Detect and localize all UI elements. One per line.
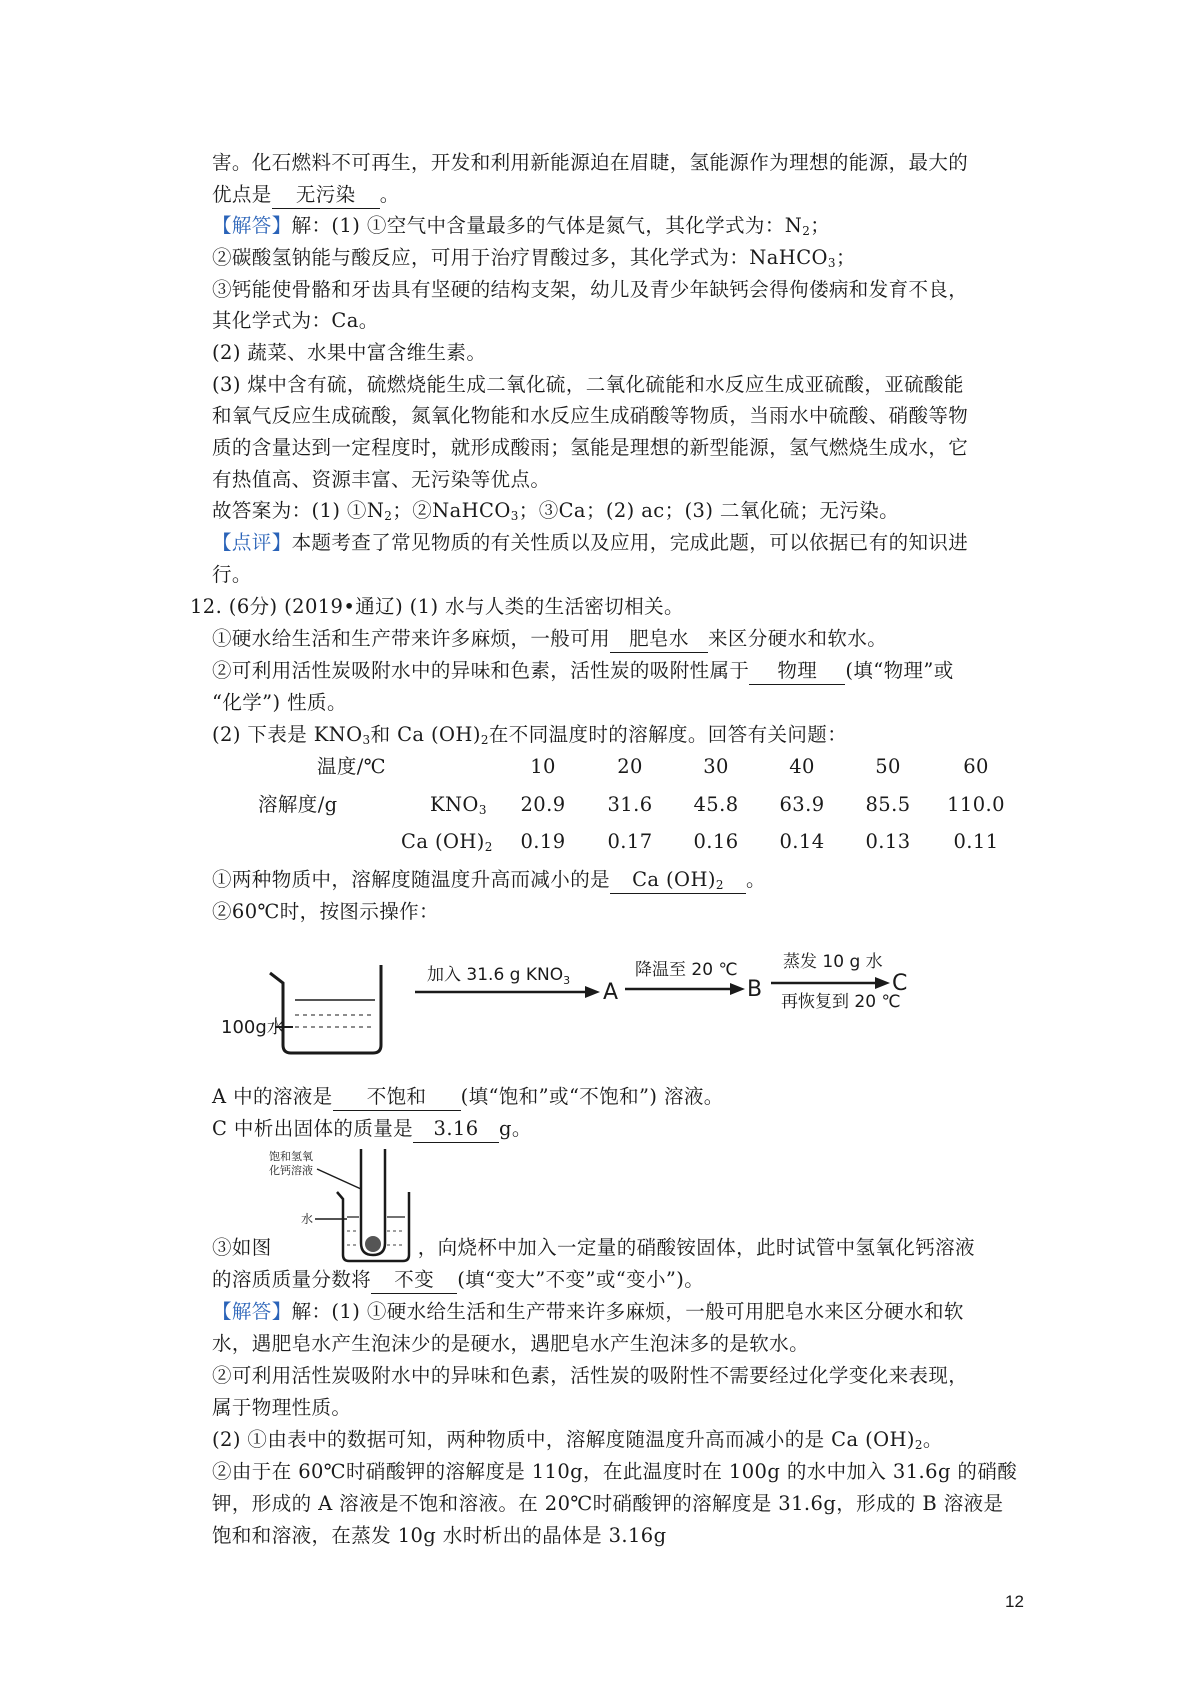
q12-answer-line-6: ②由于在 60℃时硝酸钾的溶解度是 110g，在此温度时在 100g 的水中加入 31.6g 的硝酸 — [212, 1460, 1018, 1483]
table-cell: 50 — [875, 755, 901, 778]
table-cell: 31.6 — [607, 793, 653, 816]
table-cell: 20 — [617, 755, 643, 778]
arrow-head — [875, 977, 890, 989]
step-3-top-label: 蒸发 10 g 水 — [783, 952, 883, 972]
q12-sub-7: ③如图 ，向烧杯中加入一定量的硝酸铵固体，此时试管中氢氧化钙溶液 — [212, 1236, 975, 1259]
answer-blank: 不变 — [371, 1267, 457, 1294]
q12-sub-2: ②可利用活性炭吸附水中的异味和色素，活性炭的吸附性属于 物理 (填“物理”或 — [212, 656, 954, 686]
prev-review-line-2: 行。 — [212, 563, 252, 586]
q12-answer-line-4: 属于物理性质。 — [212, 1396, 352, 1419]
q12-sub-3: ①两种物质中，溶解度随温度升高而减小的是 Ca $(OH)_2$ 。 — [212, 868, 766, 892]
prev-answer-line-6: (3) 煤中含有硫，硫燃烧能生成二氧化硫，二氧化硫能和水反应生成亚硫酸，亚硫酸能 — [212, 373, 964, 396]
table-cell: 0.19 — [520, 830, 566, 853]
q12-answer-line-2: 水，遇肥皂水产生泡沫少的是硬水，遇肥皂水产生泡沫多的是软水。 — [212, 1332, 810, 1355]
q12-sub-8: 的溶质质量分数将 不变 (填“变大”不变”或“变小”)。 — [212, 1265, 704, 1295]
prev-review-line-1: 【点评】本题考查了常见物质的有关性质以及应用，完成此题，可以依据已有的知识进 — [212, 531, 969, 554]
water-amount-label: 100g水 — [221, 1017, 285, 1038]
prev-answer-line-2: ②碳酸氢钠能与酸反应，可用于治疗胃酸过多，其化学式为：NaHCO$_3$； — [212, 246, 856, 270]
answer-tag: 【解答】 — [212, 1300, 292, 1323]
answer-blank: 物理 — [749, 658, 845, 685]
table-cell: 40 — [789, 755, 815, 778]
solution-c-label: C — [892, 971, 908, 996]
caoh2-label: Ca $(OH)_2$ — [401, 830, 493, 854]
solution-a-label: A — [603, 980, 619, 1005]
solubility-label: 溶解度/g — [258, 793, 338, 816]
question-12-header: 12. (6分) (2019•通辽) (1) 水与人类的生活密切相关。 — [190, 595, 684, 618]
q12-answer-line-8: 饱和和溶液，在蒸发 10g 水时析出的晶体是 3.16g — [212, 1524, 667, 1547]
table-cell: 110.0 — [947, 793, 1005, 816]
answer-blank: 肥皂水 — [610, 626, 708, 653]
beaker-outline — [270, 965, 381, 1053]
prev-answer-line-7: 和氧气反应生成硫酸，氮氧化物能和水反应生成硝酸等物质，当雨水中硫酸、硝酸等物 — [212, 404, 969, 427]
table-cell: 0.14 — [779, 830, 825, 853]
answer-blank: 无污染 — [272, 182, 380, 209]
water-label: 水 — [301, 1212, 314, 1226]
arrow-head — [585, 986, 600, 998]
answer-tag: 【解答】 — [212, 214, 292, 237]
leader-line — [317, 1169, 361, 1189]
table-cell: 0.16 — [693, 830, 739, 853]
table-cell: 85.5 — [865, 793, 911, 816]
review-tag: 【点评】 — [212, 531, 292, 554]
answer-blank: 不饱和 — [333, 1084, 461, 1111]
q12-answer-line-7: 钾，形成的 A 溶液是不饱和溶液。在 20℃时硝酸钾的溶解度是 31.6g，形成的 B 溶液是 — [212, 1492, 1004, 1515]
saturated-solution-label: 化钙溶液 — [269, 1164, 313, 1177]
prev-answer-line-1: 【解答】解：(1) ①空气中含量最多的气体是氮气，其化学式为：$N_2$； — [212, 214, 831, 238]
q12-sub-4: ②60℃时，按图示操作： — [212, 900, 439, 923]
q12-answer-line-5: (2) ①由表中的数据可知，两种物质中，溶解度随温度升高而减小的是 Ca $(OH)_2$。 — [212, 1428, 943, 1452]
table-cell: 60 — [963, 755, 989, 778]
temperature-label: 温度/℃ — [317, 755, 386, 778]
q12-part-2-intro: (2) 下表是 $KNO_3$和 Ca $(OH)_2$在不同温度时的溶解度。回答有关问题： — [212, 723, 848, 747]
table-cell: 10 — [530, 755, 556, 778]
table-cell: 0.17 — [607, 830, 653, 853]
prev-answer-line-4: 其化学式为：Ca。 — [212, 309, 379, 332]
prev-question-line-2: 优点是 无污染 。 — [212, 180, 400, 210]
q12-sub-1: ①硬水给生活和生产带来许多麻烦，一般可用 肥皂水 来区分硬水和软水。 — [212, 624, 887, 654]
prev-question-line-1: 害。化石燃料不可再生，开发和利用新能源迫在眉睫，氢能源作为理想的能源，最大的 — [212, 151, 969, 174]
table-cell: 30 — [703, 755, 729, 778]
table-cell: 0.13 — [865, 830, 911, 853]
table-cell: 45.8 — [693, 793, 739, 816]
table-cell: 0.11 — [953, 830, 999, 853]
q12-answer-line-3: ②可利用活性炭吸附水中的异味和色素，活性炭的吸附性不需要经过化学变化来表现， — [212, 1364, 969, 1387]
kno3-label: $KNO_3$ — [430, 793, 487, 817]
page-number: 12 — [1005, 1592, 1024, 1611]
prev-answer-line-9: 有热值高、资源丰富、无污染等优点。 — [212, 468, 551, 491]
prev-answer-line-3: ③钙能使骨骼和牙齿具有坚硬的结构支架，幼儿及青少年缺钙会得佝偻病和发育不良， — [212, 278, 969, 301]
process-figure — [215, 945, 935, 1065]
q12-answer-line-1: 【解答】解：(1) ①硬水给生活和生产带来许多麻烦，一般可用肥皂水来区分硬水和软 — [212, 1300, 964, 1323]
prev-answer-line-8: 质的含量达到一定程度时，就形成酸雨；氢能是理想的新型能源，氢气燃烧生成水，它 — [212, 436, 969, 459]
step-1-label: 加入 31.6 g $KNO_3$ — [427, 965, 571, 987]
step-3-bottom-label: 再恢复到 20 ℃ — [781, 992, 901, 1012]
step-2-label: 降温至 20 ℃ — [635, 960, 738, 980]
prev-final-answer: 故答案为：(1) $①N_2$；②NaHCO$_3$；③Ca；(2) ac；(3) 二氧化硫；无污染。 — [212, 499, 900, 523]
table-cell: 63.9 — [779, 793, 825, 816]
prev-answer-line-5: (2) 蔬菜、水果中富含维生素。 — [212, 341, 487, 364]
prev-question-prefix: 优点是 — [212, 183, 272, 206]
q12-sub-6: C 中析出固体的质量是 3.16 g。 — [212, 1114, 532, 1144]
answer-blank: 3.16 — [413, 1116, 499, 1143]
saturated-solution-label: 饱和氢氧 — [269, 1150, 313, 1163]
arrow-head — [730, 983, 745, 995]
solution-b-label: B — [747, 977, 763, 1002]
q12-sub-2-cont: “化学”) 性质。 — [212, 691, 347, 714]
table-cell: 20.9 — [520, 793, 566, 816]
answer-blank: Ca $(OH)_2$ — [610, 867, 746, 894]
q12-sub-5: A 中的溶液是 不饱和 (填“饱和”或“不饱和”) 溶液。 — [212, 1082, 724, 1112]
